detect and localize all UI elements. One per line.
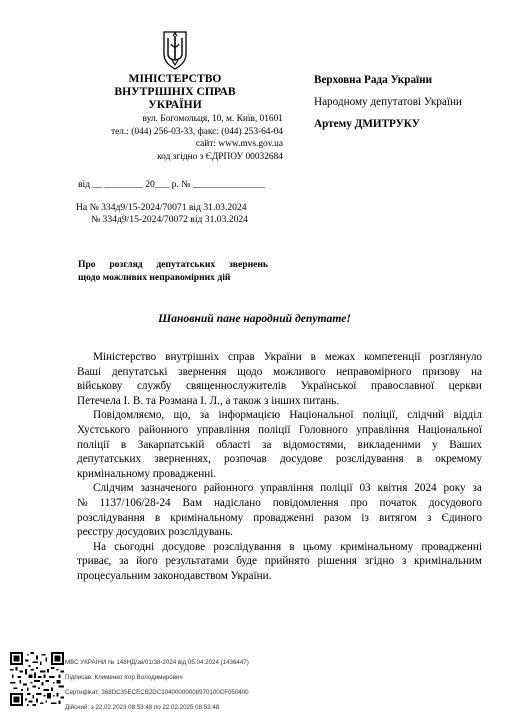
body-word: досудове	[279, 453, 323, 466]
salutation: Шановний пане народний депутате!	[158, 312, 351, 325]
signature-certificate: Сертифікат: 368DC35ECECB2DC10400000008970100CF050400	[65, 689, 249, 696]
body-word: розглянуло	[429, 351, 482, 363]
signature-validity: Дійсний: з 22.02.2023 08:53:48 по 22.02.2025 08:53:48	[65, 704, 220, 711]
body-word: поліції	[258, 423, 291, 436]
body-word: провадженні	[421, 540, 482, 553]
body-word: Національної	[417, 423, 482, 436]
body-line: процесуальним законодавством України.	[77, 569, 272, 582]
body-word: депутатських	[77, 453, 142, 466]
body-word: межах	[324, 351, 356, 363]
body-word: досудового	[428, 496, 482, 509]
body-word: можливого	[273, 365, 326, 378]
body-word: Вам	[182, 496, 203, 509]
ministry-name	[70, 72, 280, 111]
body-word: що,	[173, 409, 191, 422]
body-word: на	[471, 365, 482, 378]
body-word: викладеними	[357, 438, 421, 451]
body-word: На	[93, 540, 107, 553]
body-line	[77, 408, 482, 423]
body-word: Ваших	[449, 438, 482, 451]
body-word: із	[361, 511, 369, 524]
body-word: розслідування	[213, 540, 282, 553]
body-word: Ваші	[77, 365, 102, 378]
body-word: витягом	[378, 511, 417, 524]
subject-word: Про	[78, 259, 96, 270]
body-paragraph	[77, 540, 482, 584]
body-word: кримінальним	[414, 555, 482, 568]
letter-subject	[78, 259, 268, 284]
body-word: досудове	[162, 540, 206, 553]
reply-reference	[76, 202, 248, 225]
body-word: в	[310, 351, 316, 363]
body-word: відомостями,	[282, 438, 347, 451]
body-paragraph	[77, 408, 482, 481]
body-line	[77, 540, 482, 555]
body-line	[77, 423, 482, 438]
ministry-website: сайт: www.mvs.gov.ua	[195, 139, 283, 150]
body-word: України	[263, 351, 302, 363]
body-word: інформацією	[218, 409, 281, 422]
body-word: Єдиного	[441, 511, 482, 524]
body-word: за	[199, 409, 210, 422]
body-paragraph	[77, 481, 482, 539]
signature-signer: Підписав: Клименко Ігор Володимирович	[65, 674, 183, 681]
body-word: слідчий	[407, 409, 445, 422]
body-word: у	[432, 438, 438, 451]
subject-word: розгляд	[109, 259, 143, 270]
body-word: розпочав	[224, 453, 267, 466]
body-word: Хустського	[77, 423, 131, 436]
body-word: його	[136, 555, 158, 568]
body-line	[77, 365, 482, 380]
body-word: військову	[77, 380, 123, 393]
body-word: року	[443, 482, 466, 495]
body-word: розслідування	[335, 453, 404, 466]
body-word: Закарпатській	[137, 438, 205, 451]
reply-reference-line: № 334д9/15-2024/70072 від 31.03.2024	[91, 213, 248, 225]
ministry-phone: тел.: (044) 256-03-33, факс: (044) 253-64-04	[111, 126, 283, 137]
body-line	[77, 379, 482, 394]
subject-line-1	[78, 259, 268, 272]
body-word: в	[289, 540, 295, 553]
body-word: рішення	[317, 555, 357, 568]
body-line	[77, 554, 482, 569]
body-word: відділ	[453, 409, 482, 422]
body-word: поліції	[77, 438, 110, 451]
body-paragraph	[77, 350, 482, 408]
body-word: про	[350, 496, 368, 509]
body-word: поліції,	[362, 409, 398, 422]
body-word: триває,	[77, 555, 112, 568]
body-word: цьому	[302, 540, 332, 553]
body-word: управління	[260, 482, 314, 495]
registration-line: від __ ________ 20___ р. № _______________	[78, 179, 265, 190]
signature-registration: МВС УКРАЇНИ № 148НД/зв/01/38-2024 від 05.04.2024 (1436447)	[65, 659, 249, 666]
recipient-position: Народному депутатові України	[314, 96, 462, 108]
body-line: кримінальному провадженні.	[77, 467, 217, 480]
body-word: зверненнях,	[154, 453, 211, 466]
body-word: управління	[196, 423, 250, 436]
body-word: 03	[359, 482, 371, 495]
body-line: реєстру досудових розслідувань.	[77, 526, 233, 539]
body-word: призову	[422, 365, 461, 378]
ministry-name-line: УКРАЇНИ	[148, 98, 202, 111]
subject-word: звернень	[228, 259, 268, 270]
body-word: в	[120, 438, 127, 451]
body-word: службу	[136, 380, 172, 393]
recipient-name: Артему ДМИТРУКУ	[314, 118, 420, 130]
body-word: повідомлення	[272, 496, 339, 509]
trident-coat-of-arms-icon	[162, 30, 188, 70]
body-word: з	[426, 511, 432, 524]
ministry-name-line: ВНУТРІШНІХ СПРАВ	[114, 85, 236, 98]
body-word: результатами	[165, 555, 229, 568]
body-word: буде	[236, 555, 257, 568]
body-line	[77, 511, 482, 526]
body-word: управління	[356, 423, 410, 436]
body-word: 2024	[414, 482, 437, 495]
body-word: надіслано	[213, 496, 261, 509]
body-word: за	[119, 555, 129, 568]
body-word: квітня	[377, 482, 408, 495]
body-word: поліції	[320, 482, 353, 495]
body-word: Національної	[289, 409, 354, 422]
body-word: звернення	[178, 365, 227, 378]
body-word: окремому	[435, 453, 482, 466]
body-word: №	[77, 496, 88, 509]
body-word: Повідомляємо,	[93, 409, 165, 422]
ministry-contacts	[60, 113, 283, 163]
subject-word: депутатських	[156, 259, 216, 270]
body-word: початок	[379, 496, 417, 509]
body-word: церкви	[448, 380, 482, 393]
body-word: розслідування	[77, 511, 145, 524]
body-line	[77, 452, 482, 467]
body-word: кримінальному	[340, 540, 414, 553]
body-word: провадженні	[253, 511, 314, 524]
body-line	[77, 438, 482, 453]
body-word: внутрішніх	[165, 351, 220, 363]
body-word: щодо	[237, 365, 263, 378]
body-word: Української	[300, 380, 357, 393]
body-line	[77, 496, 482, 511]
recipient-organization: Верховна Рада України	[314, 74, 433, 86]
body-word: з	[401, 555, 407, 568]
body-word: зазначеного	[140, 482, 197, 495]
body-word: Міністерство	[93, 351, 157, 363]
body-word: компетенції	[364, 351, 421, 363]
reply-reference-line: На № 334д9/15-2024/70071 від 31.03.2024	[76, 202, 247, 213]
body-word: за	[472, 482, 482, 495]
body-word: православної	[370, 380, 435, 393]
body-line: Петечела І. В. та Розмана І. Л., а також з інших питань.	[77, 394, 340, 407]
body-word: районного	[203, 482, 254, 495]
qr-code-icon	[10, 652, 64, 706]
body-word: священнослужителів	[185, 380, 287, 393]
body-word: сьогодні	[114, 540, 155, 553]
body-word: в	[154, 511, 161, 524]
body-word: депутатські	[111, 365, 168, 378]
ministry-edrpou-code: код згідно з ЄДРПОУ 00032684	[157, 151, 283, 162]
body-word: районного	[138, 423, 189, 436]
body-word: області	[215, 438, 251, 451]
ministry-name-line: МІНІСТЕРСТВО	[128, 72, 222, 85]
body-word: прийнято	[264, 555, 310, 568]
letter-body	[77, 350, 482, 584]
body-word: неправомірного	[336, 365, 412, 378]
body-word: кримінальному	[170, 511, 244, 524]
digital-signature-block	[65, 655, 249, 715]
body-word: разом	[323, 511, 352, 524]
ministry-address: вул. Богомольця, 10, м. Київ, 01601	[142, 114, 283, 124]
body-word: справ	[227, 351, 255, 363]
body-line	[77, 481, 482, 496]
subject-line-2: щодо можливих неправомірних дій	[78, 271, 231, 283]
body-word: в	[416, 453, 423, 466]
body-line	[77, 350, 482, 365]
body-word: за	[262, 438, 272, 451]
body-word: Слідчим	[93, 482, 134, 495]
body-word: 1137/106/28-24	[99, 496, 171, 509]
body-word: згідно	[364, 555, 395, 568]
body-word: Головного	[298, 423, 348, 436]
